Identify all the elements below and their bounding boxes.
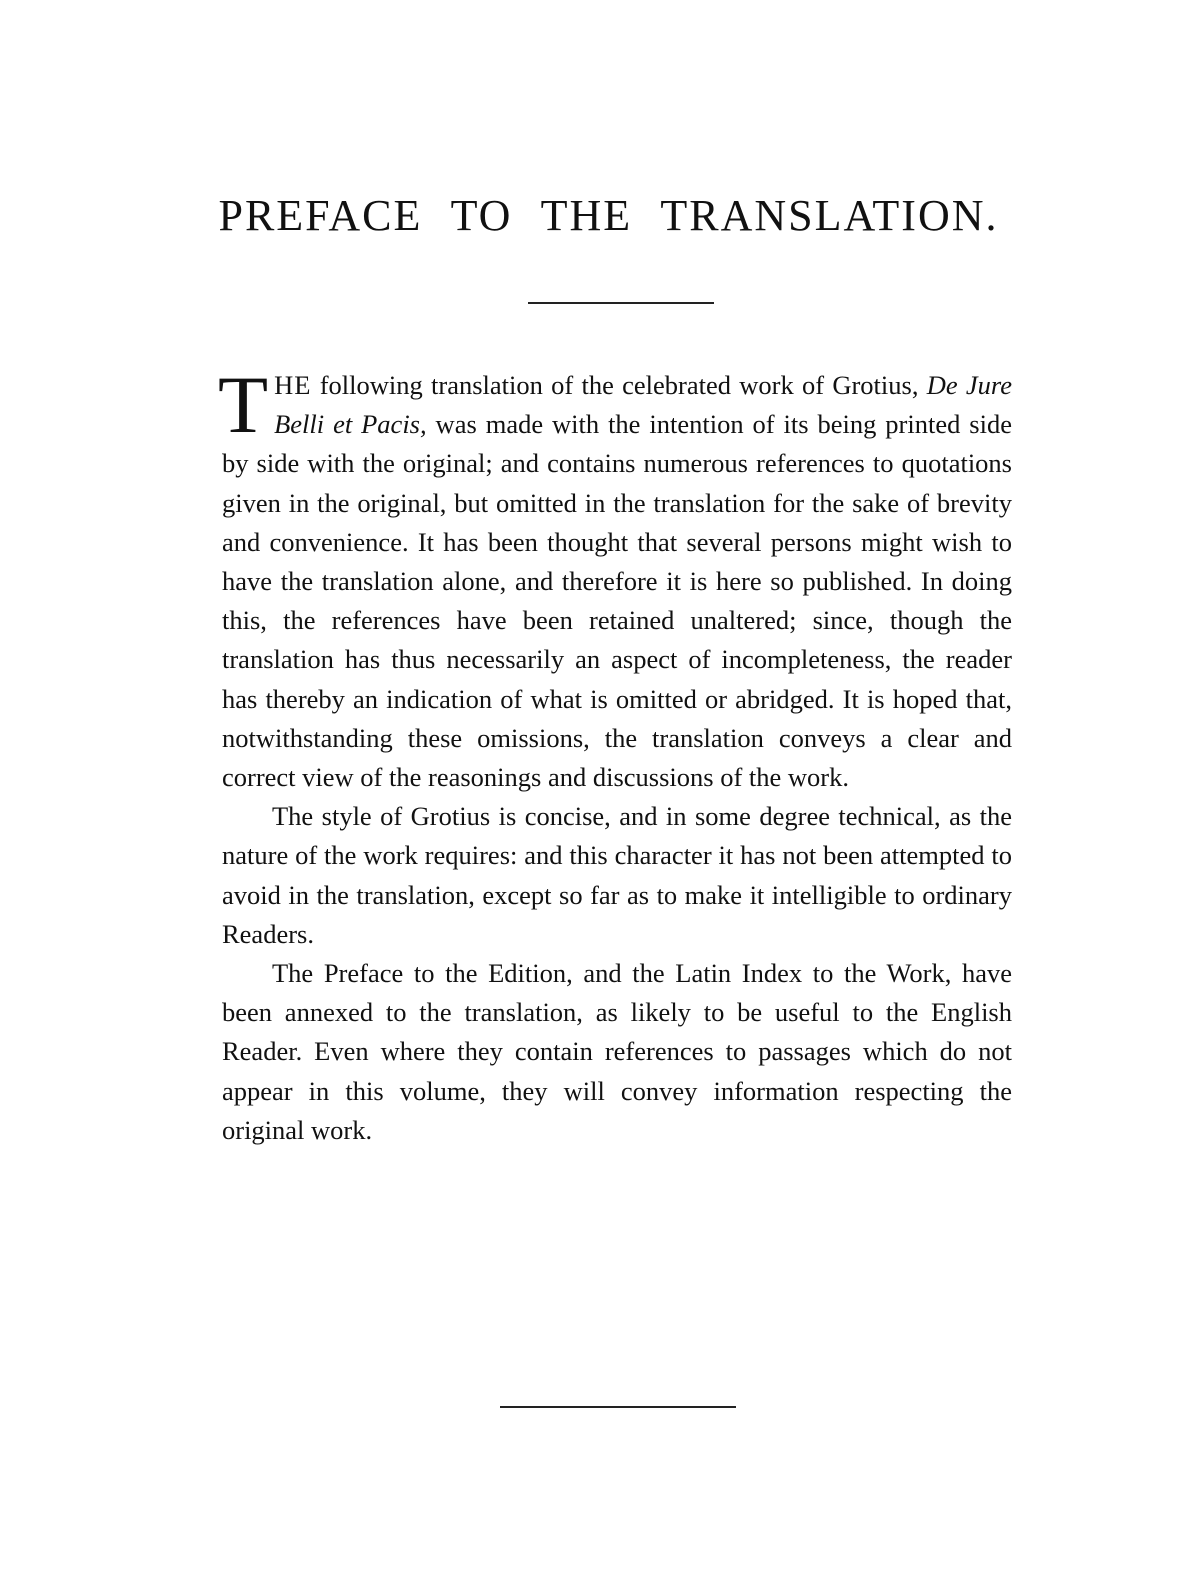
paragraph-2: The style of Grotius is concise, and in some degree technical, as the nature of the work requires: and this character it has not been attempted to avoid in the translation, except so far as to make it intelligible to ordinary Readers. — [222, 801, 1012, 949]
paragraph-3: The Preface to the Edition, and the Latin Index to the Work, have been annexed to the translation, as likely to be useful to the English Reader. Even where they contain references to passages which do not appear in this volume, they will convey information respecting the original work. — [222, 958, 1012, 1145]
paragraph-1-text-b: was made with the intention of its being printed side by side with the original; and contains numerous references to quotations given in the original, but omitted in the translation for the sake of brevity and convenience. It has been thought that several persons might wish to have the translation alone, and therefore it is here so published. In doing this, the references have been retained unaltered; since, though the translation has thus necessarily an aspect of incompleteness, the reader has thereby an indication of what is omitted or abridged. It is hoped that, notwithstanding these omissions, the translation conveys a clear and correct view of the reasonings and discussions of the work. — [222, 409, 1012, 793]
paragraph-1 — [218, 359, 1012, 797]
title-divider — [528, 302, 714, 304]
preface-body — [218, 359, 1012, 1150]
first-word-remainder: HE — [274, 370, 312, 400]
closing-divider — [500, 1406, 736, 1408]
drop-cap: T — [218, 359, 269, 450]
page-title: PREFACE TO THE TRANSLATION. — [218, 191, 999, 240]
work-title-italic: De Jure Belli et Pacis, — [274, 370, 1012, 440]
paragraph-1-text-a: following translation of the celebrated work of Grotius, — [311, 370, 927, 400]
